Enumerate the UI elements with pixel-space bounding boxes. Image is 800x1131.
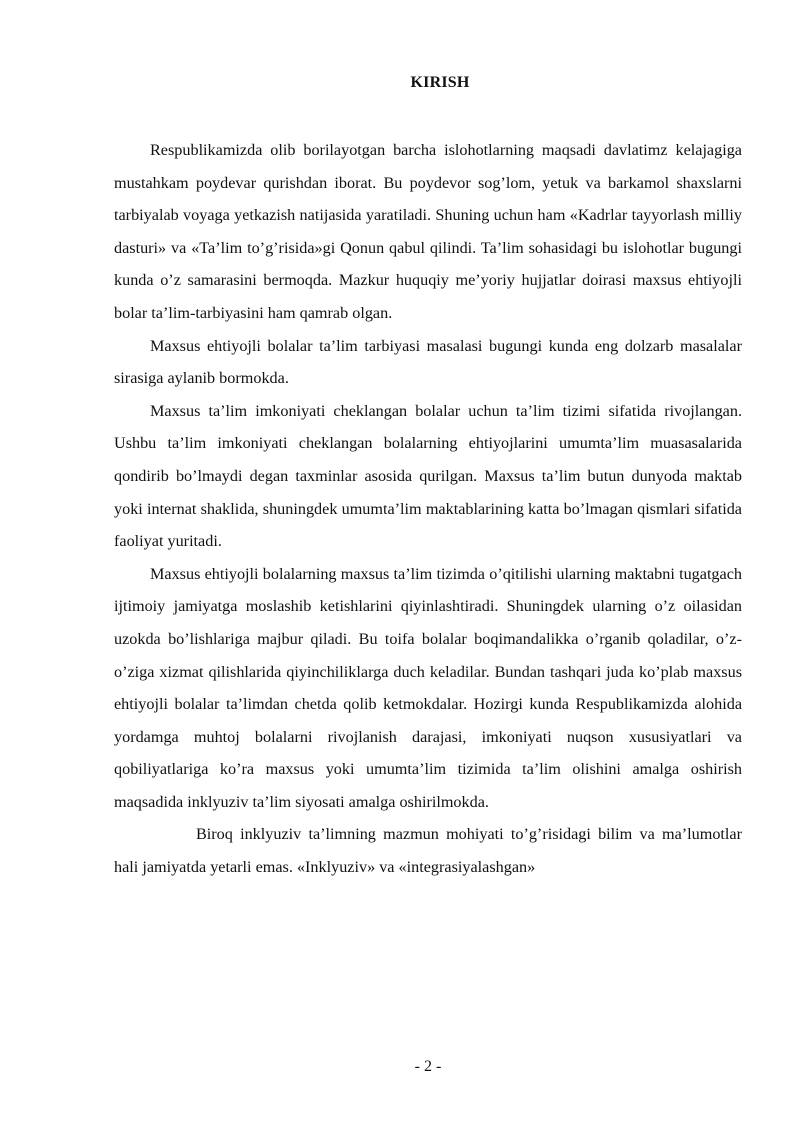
paragraph: Biroq inklyuziv ta’limning mazmun mohiyati to’g’risidagi bilim va ma’lumotlar hali jamiyatda yetarli emas. «Inklyuziv» va «integrasiyalashgan»	[114, 825, 742, 877]
paragraph: Maxsus ehtiyojli bolalar ta’lim tarbiyasi masalasi bugungi kunda eng dolzarb masalalar sirasiga aylanib bormokda.	[114, 336, 742, 388]
paragraph: Respublikamizda olib borilayotgan barcha islohotlarning maqsadi davlatimz kelajagiga mustahkam poydevar qurishdan iborat. Bu poydevor sog’lom, yetuk va barkamol shaxslarni tarbiyalab voyaga yetkazish natijasida yaratiladi. Shuning uchun ham «Kadrlar tayyorlash milliy dasturi» va «Ta’lim to’g’risida»gi Qonun qabul qilindi. Ta’lim sohasidagi bu islohotlar bugungi kunda o’z samarasini bermoqda. Mazkur huquqiy me’yoriy hujjatlar doirasi maxsus ehtiyojli bolar ta’lim-tarbiyasini ham qamrab olgan.	[114, 141, 742, 322]
page-number: - 2 -	[414, 1058, 442, 1075]
paragraph: Maxsus ta’lim imkoniyati cheklangan bolalar uchun ta’lim tizimi sifatida rivojlangan. Ushbu ta’lim imkoniyati cheklangan bolalarning ehtiyojlarini umumta’lim muasasalarida qondirib bo’lmaydi degan taxminlar asosida qurilgan. Maxsus ta’lim butun dunyoda maktab yoki internat shaklida, shuningdek umumta’lim maktablarining katta bo’lmagan qismlari sifatida faoliyat yuritadi.	[114, 401, 742, 551]
page-title: KIRISH	[410, 74, 470, 91]
paragraph: Maxsus ehtiyojli bolalarning maxsus ta’lim tizimda o’qitilishi ularning maktabni tugatgach ijtimoiy jamiyatga moslashib ketishlarini qiyinlashtiradi. Shuningdek ularning o’z oilasidan uzokda bo’lishlariga majbur qiladi. Bu toifa bolalar boqimandalikka o’rganib qoladilar, o’z-o’ziga xizmat qilishlarida qiyinchiliklarga duch keladilar. Bundan tashqari juda ko’plab maxsus ehtiyojli bolalar ta’limdan chetda qolib ketmokdalar. Hozirgi kunda Respublikamizda alohida yordamga muhtoj bolalarni rivojlanish darajasi, imkoniyati nuqson xususiyatlari va qobiliyatlariga ko’ra maxsus yoki umumta’lim tizimida ta’lim olishini amalga oshirish maqsadida inklyuziv ta’lim siyosati amalga oshirilmokda.	[114, 564, 742, 811]
body-text	[114, 134, 742, 884]
